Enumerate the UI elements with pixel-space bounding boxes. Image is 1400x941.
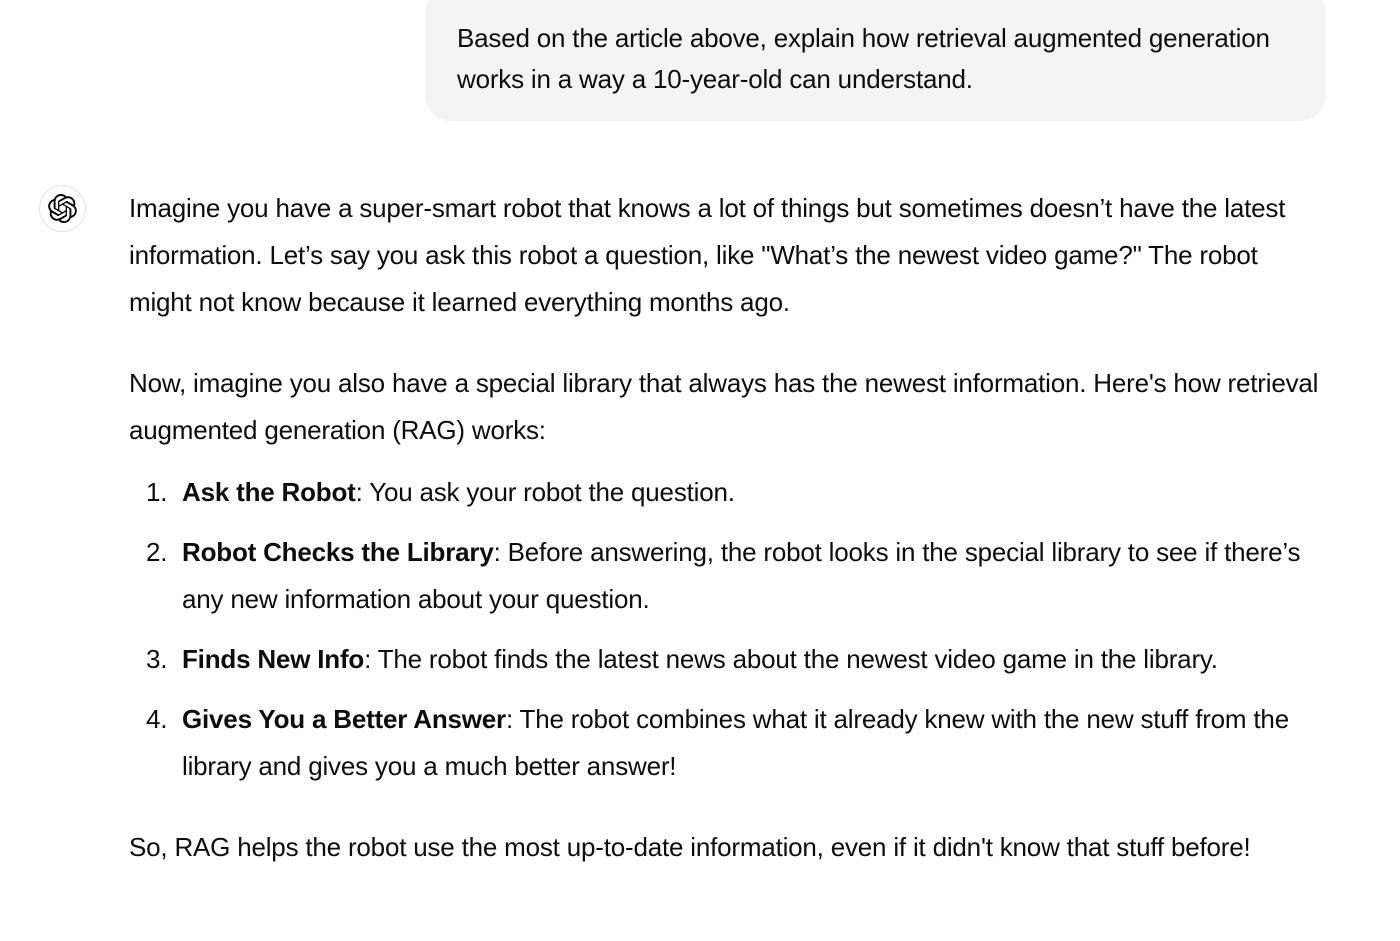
- list-item-4-number: 4.: [146, 704, 168, 734]
- assistant-paragraph-1: Imagine you have a super-smart robot that knows a lot of things but sometimes doesn’t have the latest information. Let’s say you ask this robot a question, like "What’s the newest video game?" The robot might not know because it learned everything months ago.: [129, 193, 1286, 317]
- list-item-2-number: 2.: [146, 537, 168, 567]
- list-item-2-text: [182, 529, 1325, 623]
- list-item-2-description: : Before answering, the robot looks in the special library to see if there’s any new information about your question.: [182, 537, 1301, 614]
- list-item-3-title: Finds New Info: [182, 644, 365, 674]
- list-item-1-number: 1.: [146, 477, 168, 507]
- list-item-2: [129, 529, 1325, 623]
- list-item-4-description: : The robot combines what it already knew with the new stuff from the library and gives you a much better answer!: [182, 704, 1289, 781]
- assistant-avatar: [39, 185, 86, 232]
- user-message-row: [0, 0, 1400, 121]
- rag-steps-list: [129, 469, 1325, 790]
- list-item-3-number: 3.: [146, 644, 168, 674]
- user-message-text: Based on the article above, explain how retrieval augmented generation works in a way a 10-year-old can understand.: [457, 23, 1270, 94]
- assistant-paragraph-2: Now, imagine you also have a special library that always has the newest information. Here's how retrieval augmented generation (RAG) works:: [129, 368, 1319, 445]
- list-item-1: [129, 469, 1325, 516]
- assistant-paragraph-3: So, RAG helps the robot use the most up-to-date information, even if it didn't know that stuff before!: [129, 832, 1251, 862]
- list-item-3-text: [182, 636, 1325, 683]
- list-item-4: [129, 696, 1325, 790]
- list-item-1-text: [182, 469, 1325, 516]
- list-item-3-description: : The robot finds the latest news about the newest video game in the library.: [364, 644, 1218, 674]
- openai-logo-icon: [48, 194, 77, 223]
- list-item-3: [129, 636, 1325, 683]
- list-item-1-description: : You ask your robot the question.: [355, 477, 735, 507]
- assistant-message-content: [129, 185, 1325, 871]
- list-item-2-title: Robot Checks the Library: [182, 537, 494, 567]
- assistant-message-row: [0, 185, 1400, 871]
- user-message-bubble[interactable]: [425, 0, 1326, 121]
- list-item-4-title: Gives You a Better Answer: [182, 704, 506, 734]
- list-item-1-title: Ask the Robot: [182, 477, 356, 507]
- list-item-4-text: [182, 696, 1325, 790]
